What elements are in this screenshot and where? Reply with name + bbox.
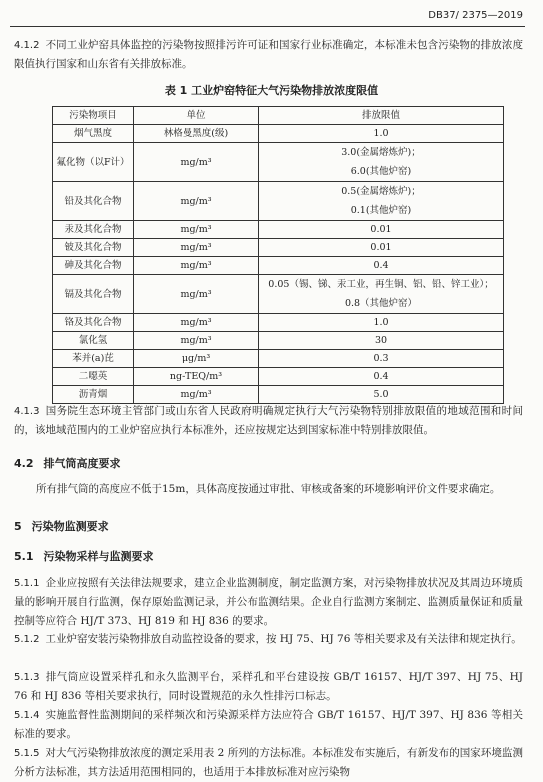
clause-text: 实施监督性监测期间的采样频次和污染源采样方法应符合 GB/T 16157、HJ/T 397、HJ 836 等相关标准的要求。 [14,709,523,740]
clause-number: 4.1.3 [14,406,40,417]
clause-text: 国务院生态环境主管部门或山东省人民政府明确规定执行大气污染物特别排放限值的地域范围和时间的，该地域范围内的工业炉窑应执行本标准外，还应按规定达到国家标准中特别排放限值。 [14,405,523,436]
limit-line: 0.3 [373,353,389,364]
limit-cell [259,350,504,368]
pollutant-item: 苯并(a)芘 [53,350,134,368]
limit-cell [259,386,504,404]
clause-number: 4.1.2 [14,40,40,51]
limit-cell [259,221,504,239]
unit-cell: mg/m³ [134,314,259,332]
limit-line: 3.0(金属熔炼炉)； [341,147,421,158]
pollutant-item: 烟气黑度 [53,125,134,143]
limit-line: 0.01 [370,224,392,235]
limit-line: 0.1(其他炉窑) [350,205,412,216]
pollutant-item: 砷及其化合物 [53,257,134,275]
unit-cell: mg/m³ [134,257,259,275]
section-title: 污染物采样与监测要求 [43,550,154,563]
table-row [53,332,504,350]
limit-line: 6.0(其他炉窑) [350,166,412,177]
limit-cell [259,143,504,182]
clause-text: 工业炉窑安装污染物排放自动监控设备的要求，按 HJ 75、HJ 76 等相关要求及有关法律和规定执行。 [45,633,522,645]
limit-line: 0.8（其他炉窑） [344,298,418,309]
clause-text: 不同工业炉窑具体监控的污染物按照排污许可证和国家行业标准确定，本标准未包含污染物的排放浓度限值执行国家和山东省有关排放标准。 [14,39,523,70]
pollutant-item: 氟化物（以F计） [53,143,134,182]
limit-line: 30 [374,335,388,346]
pollutant-item: 铅及其化合物 [53,182,134,221]
section-title: 排气筒高度要求 [43,457,121,470]
clause-5-1-5 [14,744,523,782]
limit-line: 5.0 [373,389,389,400]
table-row [53,143,504,182]
clause-5-1-2 [14,630,523,649]
table-row [53,257,504,275]
clause-4-1-2 [14,36,523,74]
unit-cell: mg/m³ [134,143,259,182]
clause-text: 对大气污染物排放浓度的测定采用表 2 所列的方法标准。本标准发布实施后，有新发布的国家环境监测分析方法标准，其方法适用范围相同的，也适用于本排放标准对应污染物 [14,747,523,778]
limit-line: 0.05（锡、锑、汞工业，再生铜、铝、铅、锌工业）； [268,279,494,290]
table-row [53,239,504,257]
table-title: 表 1 工业炉窑特征大气污染物排放浓度限值 [164,84,379,97]
unit-cell: μg/m³ [134,350,259,368]
pollutant-item: 铍及其化合物 [53,239,134,257]
limit-cell [259,182,504,221]
clause-5-1-4 [14,706,523,744]
unit-cell: mg/m³ [134,386,259,404]
section-5-1-heading [14,548,154,564]
emission-limits-table [52,106,504,404]
pollutant-item: 铬及其化合物 [53,314,134,332]
table-row [53,350,504,368]
clause-5-1-3 [14,668,523,706]
clause-number: 5.1.4 [14,710,40,721]
header-divider [10,26,525,27]
clause-5-1-1 [14,574,523,631]
unit-cell: mg/m³ [134,239,259,257]
unit-cell: mg/m³ [134,275,259,314]
clause-number: 5.1.1 [14,578,40,589]
section-number: 4.2 [14,457,34,470]
pollutant-item: 汞及其化合物 [53,221,134,239]
header-item: 污染物项目 [53,107,134,125]
limit-cell [259,275,504,314]
limit-cell [259,368,504,386]
clause-number: 5.1.3 [14,672,40,683]
clause-text: 企业应按照有关法律法规要求，建立企业监测制度，制定监测方案，对污染物排放状况及其周边环境质量的影响开展自行监测，保存原始监测记录，并公布监测结果。企业自行监测方案制定、监测质量保证和质量控制等应符合 HJ/T 373、HJ 819 和 HJ 836 的要求。 [14,577,523,627]
unit-cell: mg/m³ [134,332,259,350]
section-title: 污染物监测要求 [31,520,109,533]
table-header-row [53,107,504,125]
table-row [53,275,504,314]
header-unit: 单位 [134,107,259,125]
limit-line: 0.4 [373,260,389,271]
section-number: 5.1 [14,550,34,563]
table-row [53,221,504,239]
table-row [53,182,504,221]
unit-cell: mg/m³ [134,182,259,221]
table-row [53,125,504,143]
table-row [53,368,504,386]
section-number: 5 [14,520,22,533]
limit-cell [259,332,504,350]
header-limit: 排放限值 [259,107,504,125]
clause-number: 5.1.2 [14,634,40,645]
limit-line: 1.0 [373,128,389,139]
pollutant-item: 氯化氢 [53,332,134,350]
limit-cell [259,239,504,257]
unit-cell: ng-TEQ/m³ [134,368,259,386]
clause-4-2-text: 所有排气筒的高度应不低于15m，具体高度按通过审批、审核或备案的环境影响评价文件要求确定。 [36,483,501,495]
standard-code: DB37/ 2375—2019 [428,10,523,21]
section-4-2-heading [14,455,121,471]
pollutant-item: 二噁英 [53,368,134,386]
limit-line: 0.4 [373,371,389,382]
unit-cell: 林格曼黑度(级) [134,125,259,143]
limit-cell [259,257,504,275]
limit-cell [259,125,504,143]
table-row [53,314,504,332]
pollutant-item: 沥青烟 [53,386,134,404]
section-5-heading [14,518,109,534]
unit-cell: mg/m³ [134,221,259,239]
limit-line: 1.0 [373,317,389,328]
pollutant-item: 镉及其化合物 [53,275,134,314]
table-row [53,386,504,404]
clause-number: 5.1.5 [14,748,40,759]
limit-line: 0.01 [370,242,392,253]
limit-line: 0.5(金属熔炼炉)； [341,186,421,197]
limit-cell [259,314,504,332]
clause-4-1-3 [14,402,523,440]
clause-text: 排气筒应设置采样孔和永久监测平台，采样孔和平台建设按 GB/T 16157、HJ/T 397、HJ 75、HJ 76 和 HJ 836 等相关要求执行，同时设置规范的永久性排污口标志。 [14,671,523,702]
